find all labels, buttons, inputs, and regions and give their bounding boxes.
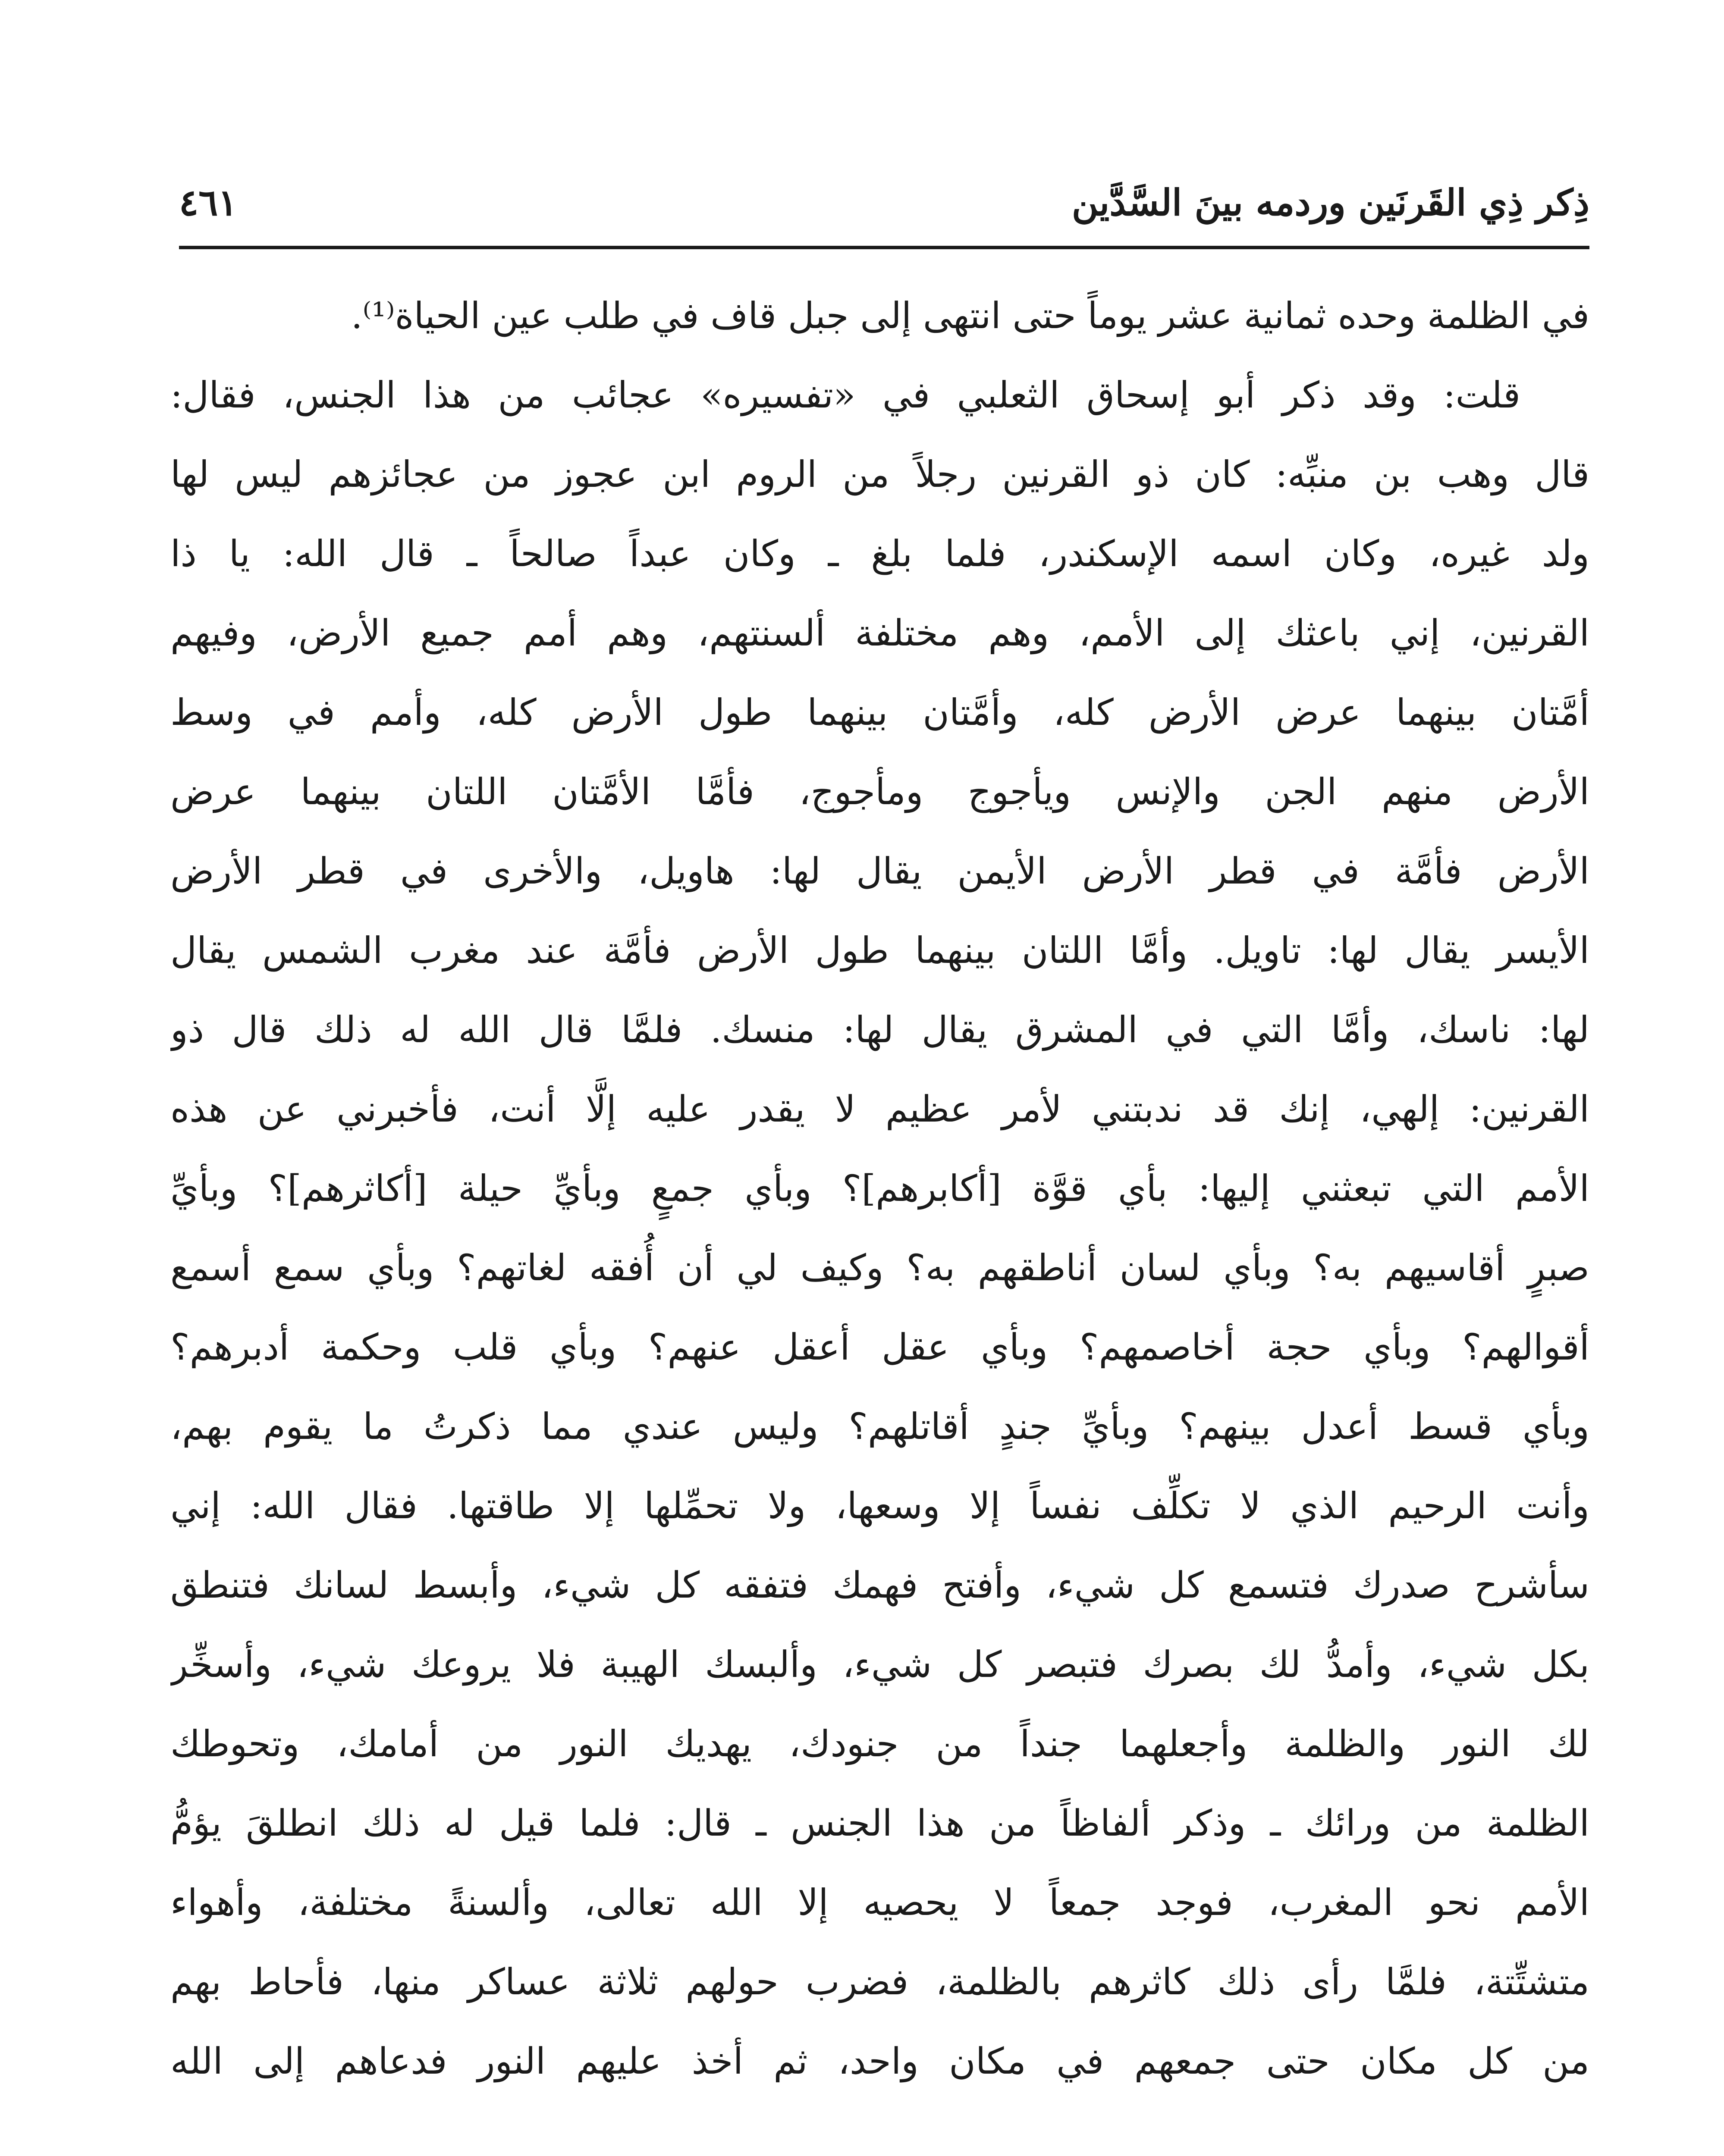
text-line: أمَّتان بينهما عرض الأرض كله، وأمَّتان بينهما طول الأرض كله، وأمم في وسط [170,691,1589,733]
text-line: في الظلمة وحده ثمانية عشر يوماً حتى انتهى إلى جبل قاف في طلب عين الحياة⁽¹⁾. [351,295,1589,337]
text-line: قلت: وقد ذكر أبو إسحاق الثعلبي في «تفسيره» عجائب من هذا الجنس، فقال: [170,374,1520,416]
text-line: سأشرح صدرك فتسمع كل شيء، وأفتح فهمك فتفقه كل شيء، وأبسط لسانك فتنطق [170,1564,1589,1606]
text-line: وبأي قسط أعدل بينهم؟ وبأيِّ جندٍ أقاتلهم؟ وليس عندي مما ذكرتُ ما يقوم بهم، [170,1405,1589,1448]
text-line: الأمم التي تبعثني إليها: بأي قوَّة [أكابرهم]؟ وبأي جمعٍ وبأيِّ حيلة [أكاثرهم]؟ وبأيِّ [170,1167,1589,1210]
text-line: لها: ناسك، وأمَّا التي في المشرق يقال لها: منسك. فلمَّا قال الله له ذلك قال ذو [170,1009,1589,1051]
text-line: الظلمة من ورائك ـ وذكر ألفاظاً من هذا الجنس ـ قال: فلما قيل له ذلك انطلقَ يؤمُّ [170,1802,1589,1844]
text-line: لك النور والظلمة وأجعلهما جنداً من جنودك، يهديك النور من أمامك، وتحوطك [170,1723,1589,1765]
chapter-title: ذِكر ذِي القَرنَين وردمه بينَ السَّدَّين [1071,181,1589,224]
text-line: الأرض فأمَّة في قطر الأرض الأيمن يقال لها: هاويل، والأخرى في قطر الأرض [170,850,1589,892]
text-line: الأمم نحو المغرب، فوجد جمعاً لا يحصيه إلا الله تعالى، وألسنةً مختلفة، وأهواء [170,1881,1589,1924]
text-line: متشتِّتة، فلمَّا رأى ذلك كاثرهم بالظلمة، فضرب حولهم ثلاثة عساكر منها، فأحاط بهم [170,1961,1589,2003]
text-line: وأنت الرحيم الذي لا تكلِّف نفساً إلا وسعها، ولا تحمِّلها إلا طاقتها. فقال الله: إني [170,1485,1589,1527]
text-line: ولد غيره، وكان اسمه الإسكندر، فلما بلغ ـ وكان عبداً صالحاً ـ قال الله: يا ذا [170,533,1589,575]
page-number: ٤٦١ [179,181,238,224]
text-line: الأيسر يقال لها: تاويل. وأمَّا اللتان بينهما طول الأرض فأمَّة عند مغرب الشمس يقال [170,929,1589,971]
text-line: أقوالهم؟ وبأي حجة أخاصمهم؟ وبأي عقل أعقل عنهم؟ وبأي قلب وحكمة أدبرهم؟ [170,1326,1589,1368]
text-line: من كل مكان حتى جمعهم في مكان واحد، ثم أخذ عليهم النور فدعاهم إلى الله [170,2040,1589,2082]
text-line: الأرض منهم الجن والإنس ويأجوج ومأجوج، فأمَّا الأمَّتان اللتان بينهما عرض [170,771,1589,813]
text-line: القرنين، إني باعثك إلى الأمم، وهم مختلفة ألسنتهم، وهم أمم جميع الأرض، وفيهم [170,612,1589,654]
text-line: بكل شيء، وأمدُّ لك بصرك فتبصر كل شيء، وألبسك الهيبة فلا يروعك شيء، وأسخِّر [170,1643,1589,1686]
header-divider [179,246,1589,249]
text-line: قال وهب بن منبِّه: كان ذو القرنين رجلاً من الروم ابن عجوز من عجائزهم ليس لها [170,453,1589,495]
text-line: صبرٍ أقاسيهم به؟ وبأي لسان أناطقهم به؟ وكيف لي أن أُفقه لغاتهم؟ وبأي سمع أسمع [170,1247,1589,1289]
text-line: القرنين: إلهي، إنك قد ندبتني لأمر عظيم لا يقدر عليه إلَّا أنت، فأخبرني عن هذه [170,1088,1589,1130]
main-text [170,276,1589,2101]
running-header [179,170,1589,235]
